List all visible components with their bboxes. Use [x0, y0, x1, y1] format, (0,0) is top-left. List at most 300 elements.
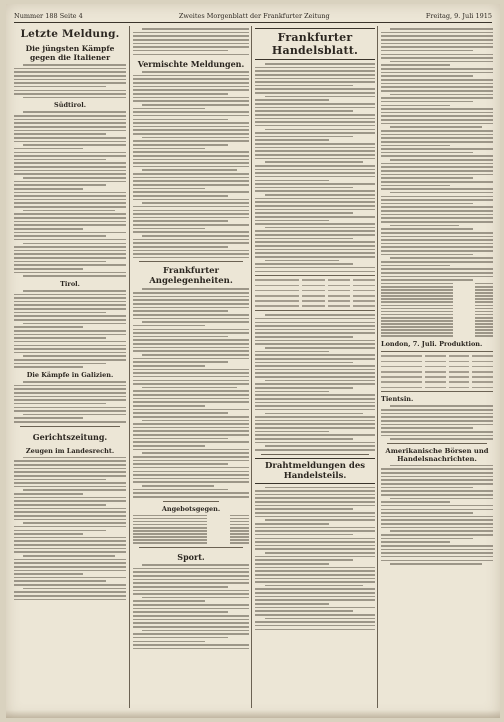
headline-italiener: Die jüngsten Kämpfe gegen die Italiener — [25, 44, 115, 62]
text-line — [255, 369, 375, 371]
table-cell — [381, 387, 422, 389]
statistics-table — [255, 275, 375, 311]
text-line — [133, 257, 249, 259]
text-line — [381, 203, 473, 205]
text-line — [390, 192, 493, 194]
text-line — [14, 82, 126, 84]
text-line — [255, 490, 375, 492]
text-line — [255, 581, 375, 583]
text-line — [133, 314, 249, 316]
text-line — [133, 438, 228, 440]
list-row-label — [381, 292, 453, 294]
text-line — [14, 500, 126, 502]
section-drahtmeldungen: Drahtmeldungen des Handelsteils. — [255, 458, 375, 484]
text-line — [133, 246, 228, 248]
table-cell — [425, 381, 446, 383]
text-line — [133, 409, 249, 411]
text-line — [255, 607, 375, 609]
text-line — [133, 394, 249, 396]
table-cell — [255, 305, 299, 307]
text-line — [14, 548, 126, 550]
text-line — [255, 114, 375, 116]
text-line — [133, 496, 249, 498]
list-row-label — [133, 515, 207, 517]
text-line — [133, 162, 249, 164]
list-row-label — [133, 518, 207, 520]
column-rule — [129, 26, 130, 708]
text-line — [255, 398, 375, 400]
text-line — [255, 267, 375, 269]
text-line — [14, 232, 126, 234]
text-line — [255, 365, 375, 367]
text-line — [255, 74, 375, 76]
text-line — [390, 530, 493, 532]
text-line — [14, 493, 83, 495]
text-line — [14, 544, 126, 546]
text-line — [381, 556, 493, 558]
text-line — [255, 121, 375, 123]
text-line — [255, 545, 375, 547]
list-row-label — [133, 533, 207, 535]
text-line — [390, 61, 493, 63]
text-line — [14, 195, 126, 197]
table-cell — [472, 371, 493, 373]
text-line — [14, 202, 126, 204]
text-line — [14, 533, 83, 535]
text-line — [133, 604, 249, 606]
list-row — [381, 329, 493, 331]
text-line — [381, 250, 493, 252]
text-line — [133, 126, 249, 128]
text-line — [255, 434, 375, 436]
text-line — [381, 243, 493, 245]
text-line — [255, 599, 375, 601]
text-line — [23, 381, 126, 383]
text-line — [265, 552, 375, 554]
list-row-label — [381, 317, 453, 319]
text-line — [133, 46, 249, 48]
text-line — [23, 414, 126, 416]
text-line — [14, 359, 126, 361]
text-line — [133, 398, 249, 400]
section-gerichtszeitung: Gerichtszeitung. — [32, 431, 108, 442]
table-cell — [328, 290, 350, 292]
text-line — [133, 593, 249, 595]
text-line — [14, 515, 126, 517]
text-line — [14, 312, 106, 314]
text-line — [255, 136, 353, 138]
text-line — [133, 608, 249, 610]
text-line — [133, 133, 249, 135]
text-line — [255, 132, 375, 134]
page-number: Nummer 188 Seite 4 — [14, 12, 83, 20]
text-line — [381, 119, 493, 121]
text-line — [255, 442, 375, 444]
text-line — [265, 380, 375, 382]
list-row — [381, 335, 493, 337]
text-line — [381, 560, 493, 562]
text-line — [14, 137, 126, 139]
text-line — [133, 82, 249, 84]
text-line — [265, 227, 375, 229]
text-line — [14, 319, 126, 321]
text-line — [133, 633, 249, 635]
article-body — [133, 288, 249, 497]
text-line — [133, 50, 228, 52]
text-line — [133, 427, 249, 429]
text-line — [133, 296, 249, 298]
text-line — [381, 90, 493, 92]
list-row-value — [230, 524, 249, 526]
text-line — [14, 570, 126, 572]
list-row — [381, 320, 493, 322]
text-line — [133, 93, 228, 95]
text-line — [255, 154, 375, 156]
table-cell — [449, 366, 470, 368]
text-line — [390, 438, 493, 440]
text-line — [381, 424, 493, 426]
text-line — [255, 394, 375, 396]
table-cell — [353, 279, 375, 281]
text-line — [14, 504, 106, 506]
text-line — [133, 456, 249, 458]
page-edge-shadow — [6, 710, 500, 718]
text-line — [23, 489, 126, 491]
text-line — [142, 202, 249, 204]
list-row-label — [133, 521, 207, 523]
text-line — [255, 625, 375, 627]
list-row-label — [381, 314, 453, 316]
text-line — [133, 611, 228, 613]
text-line — [255, 563, 329, 565]
column-1 — [14, 26, 126, 712]
text-line — [381, 185, 450, 187]
text-line — [381, 86, 493, 88]
text-line — [381, 265, 450, 267]
table-cell — [472, 366, 493, 368]
list-row — [381, 295, 493, 297]
text-line — [14, 573, 83, 575]
text-line — [255, 588, 375, 590]
text-line — [133, 217, 249, 219]
text-line — [14, 68, 126, 70]
text-line — [133, 151, 249, 153]
subheading-suedtirol: Südtirol. — [54, 101, 86, 110]
text-line — [133, 492, 249, 494]
text-line — [14, 75, 126, 77]
text-line — [133, 626, 249, 628]
text-line — [255, 332, 375, 334]
text-line — [381, 468, 493, 470]
text-line — [255, 143, 375, 145]
text-line — [14, 162, 126, 164]
text-line — [381, 272, 493, 274]
text-line — [133, 35, 249, 37]
article-body — [381, 405, 493, 439]
text-line — [255, 409, 375, 411]
table-cell — [328, 279, 350, 281]
text-line — [255, 567, 375, 569]
list-row-label — [381, 295, 453, 297]
text-line — [255, 402, 375, 404]
text-line — [390, 94, 493, 96]
text-line — [14, 580, 106, 582]
text-line — [14, 294, 126, 296]
text-line — [14, 268, 83, 270]
text-line — [133, 619, 249, 621]
article-body — [14, 111, 126, 276]
article-body — [255, 487, 375, 631]
list-row-value — [230, 527, 249, 529]
list-row-value — [230, 521, 249, 523]
list-row-label — [381, 332, 453, 334]
text-line — [23, 323, 126, 325]
table-cell — [381, 361, 422, 363]
text-line — [381, 538, 473, 540]
subheading-tirol: Tirol. — [60, 279, 80, 288]
article-body — [255, 63, 375, 272]
text-line — [133, 358, 249, 360]
text-line — [142, 564, 249, 566]
text-line — [14, 345, 126, 347]
text-line — [381, 50, 473, 52]
text-line — [381, 32, 493, 34]
text-line — [381, 108, 493, 110]
text-line — [255, 271, 375, 273]
list-row-value — [230, 536, 249, 538]
text-line — [381, 83, 493, 85]
text-line — [133, 54, 249, 56]
table-cell — [425, 366, 446, 368]
text-line — [14, 181, 126, 183]
text-line — [14, 410, 126, 412]
text-line — [255, 81, 375, 83]
text-line — [133, 600, 205, 602]
table-cell — [255, 295, 299, 297]
text-line — [14, 330, 126, 332]
text-line — [255, 110, 353, 112]
text-line — [381, 46, 493, 48]
text-line — [255, 329, 375, 331]
section-sport: Sport. — [177, 552, 205, 563]
text-line — [133, 430, 249, 432]
text-line — [133, 111, 249, 113]
text-line — [381, 494, 493, 496]
text-line — [133, 336, 228, 338]
text-line — [14, 508, 126, 510]
text-line — [14, 152, 126, 154]
article-body — [255, 314, 375, 450]
text-line — [133, 122, 249, 124]
table-cell — [328, 305, 350, 307]
text-line — [133, 155, 249, 157]
text-line — [14, 407, 126, 409]
text-line — [381, 68, 493, 70]
text-line — [14, 511, 126, 513]
text-line — [133, 242, 249, 244]
text-line — [14, 228, 83, 230]
text-line — [265, 260, 339, 262]
table-cell — [328, 300, 350, 302]
masthead — [14, 10, 492, 23]
list-row-label — [133, 542, 207, 544]
text-line — [265, 413, 363, 415]
text-line — [14, 126, 126, 128]
text-line — [255, 99, 329, 101]
table-cell — [353, 305, 375, 307]
text-line — [381, 420, 493, 422]
text-line — [255, 172, 375, 174]
text-line — [14, 475, 126, 477]
newspaper-name: Zweites Morgenblatt der Frankfurter Zeitung — [178, 12, 330, 20]
list-row-label — [381, 305, 453, 307]
list-row — [381, 286, 493, 288]
text-line — [381, 152, 473, 154]
text-line — [265, 194, 375, 196]
text-line — [255, 187, 353, 189]
text-line — [381, 148, 493, 150]
text-line — [255, 103, 375, 105]
table-cell — [353, 290, 375, 292]
text-line — [14, 392, 126, 394]
text-line — [381, 105, 450, 107]
text-line — [14, 334, 126, 336]
text-line — [14, 206, 126, 208]
text-line — [255, 201, 375, 203]
list-row-value — [230, 542, 249, 544]
list-row — [381, 301, 493, 303]
text-line — [23, 64, 126, 66]
text-line — [14, 519, 126, 521]
text-line — [23, 275, 126, 277]
text-line — [14, 79, 126, 81]
text-line — [133, 471, 249, 473]
listing — [381, 283, 493, 337]
text-line — [133, 376, 249, 378]
text-line — [133, 478, 249, 480]
text-line — [381, 512, 473, 514]
text-line — [133, 405, 205, 407]
table-cell — [425, 361, 446, 363]
text-line — [255, 516, 375, 518]
column-4 — [381, 26, 493, 712]
text-line — [23, 97, 126, 99]
text-line — [255, 538, 375, 540]
table-cell — [449, 381, 470, 383]
text-line — [133, 231, 249, 233]
text-line — [265, 347, 375, 349]
column-rule — [377, 26, 378, 708]
text-line — [14, 595, 126, 597]
text-line — [381, 196, 493, 198]
text-line — [381, 97, 493, 99]
text-line — [14, 253, 126, 255]
text-line — [142, 104, 249, 106]
text-line — [255, 147, 375, 149]
list-row — [381, 283, 493, 285]
text-line — [14, 363, 106, 365]
text-line — [14, 403, 106, 405]
text-line — [255, 325, 375, 327]
text-line — [255, 256, 375, 258]
text-line — [255, 354, 375, 356]
table-cell — [381, 355, 422, 357]
text-line — [14, 366, 83, 368]
text-line — [133, 445, 205, 447]
text-line — [265, 161, 363, 163]
list-row — [133, 524, 249, 526]
text-line — [381, 43, 493, 45]
newspaper-page — [6, 4, 500, 718]
text-line — [255, 387, 353, 389]
text-line — [381, 487, 473, 489]
text-line — [381, 254, 473, 256]
subheading-zeugen: Zeugen im Landesrecht. — [25, 446, 115, 455]
text-line — [255, 556, 375, 558]
text-line — [381, 490, 493, 492]
text-line — [381, 166, 493, 168]
text-line — [14, 348, 126, 350]
list-row-value — [230, 518, 249, 520]
text-line — [255, 343, 375, 345]
text-line — [14, 133, 106, 135]
text-line — [14, 257, 126, 259]
text-line — [23, 111, 126, 113]
list-row — [381, 314, 493, 316]
text-line — [14, 591, 126, 593]
section-amerikanische-boersen: Amerikanische Börsen und Handelsnachrichten. — [385, 446, 489, 463]
text-line — [381, 509, 493, 511]
text-line — [133, 206, 249, 208]
text-line — [23, 290, 126, 292]
text-line — [133, 644, 249, 646]
article-body — [133, 71, 249, 258]
text-line — [133, 224, 249, 226]
text-line — [133, 329, 249, 331]
text-line — [255, 263, 353, 265]
text-line — [14, 166, 126, 168]
text-line — [390, 225, 459, 227]
text-line — [142, 630, 249, 632]
text-line — [381, 479, 493, 481]
text-line — [255, 169, 375, 171]
text-line — [255, 508, 353, 510]
text-line — [381, 214, 493, 216]
text-line — [14, 352, 126, 354]
text-line — [133, 582, 249, 584]
text-line — [390, 465, 493, 467]
text-line — [14, 86, 106, 88]
list-row-value — [475, 301, 493, 303]
text-line — [14, 562, 126, 564]
text-line — [133, 449, 249, 451]
text-line — [142, 288, 249, 290]
text-line — [255, 574, 375, 576]
table-cell — [381, 381, 422, 383]
text-line — [14, 471, 126, 473]
text-line — [381, 549, 493, 551]
text-line — [381, 54, 493, 56]
text-line — [255, 234, 375, 236]
text-line — [381, 232, 493, 234]
text-line — [14, 315, 126, 317]
text-line — [265, 314, 375, 316]
text-line — [381, 519, 493, 521]
text-line — [133, 159, 249, 161]
text-line — [14, 188, 83, 190]
text-line — [133, 144, 228, 146]
text-line — [14, 239, 126, 241]
